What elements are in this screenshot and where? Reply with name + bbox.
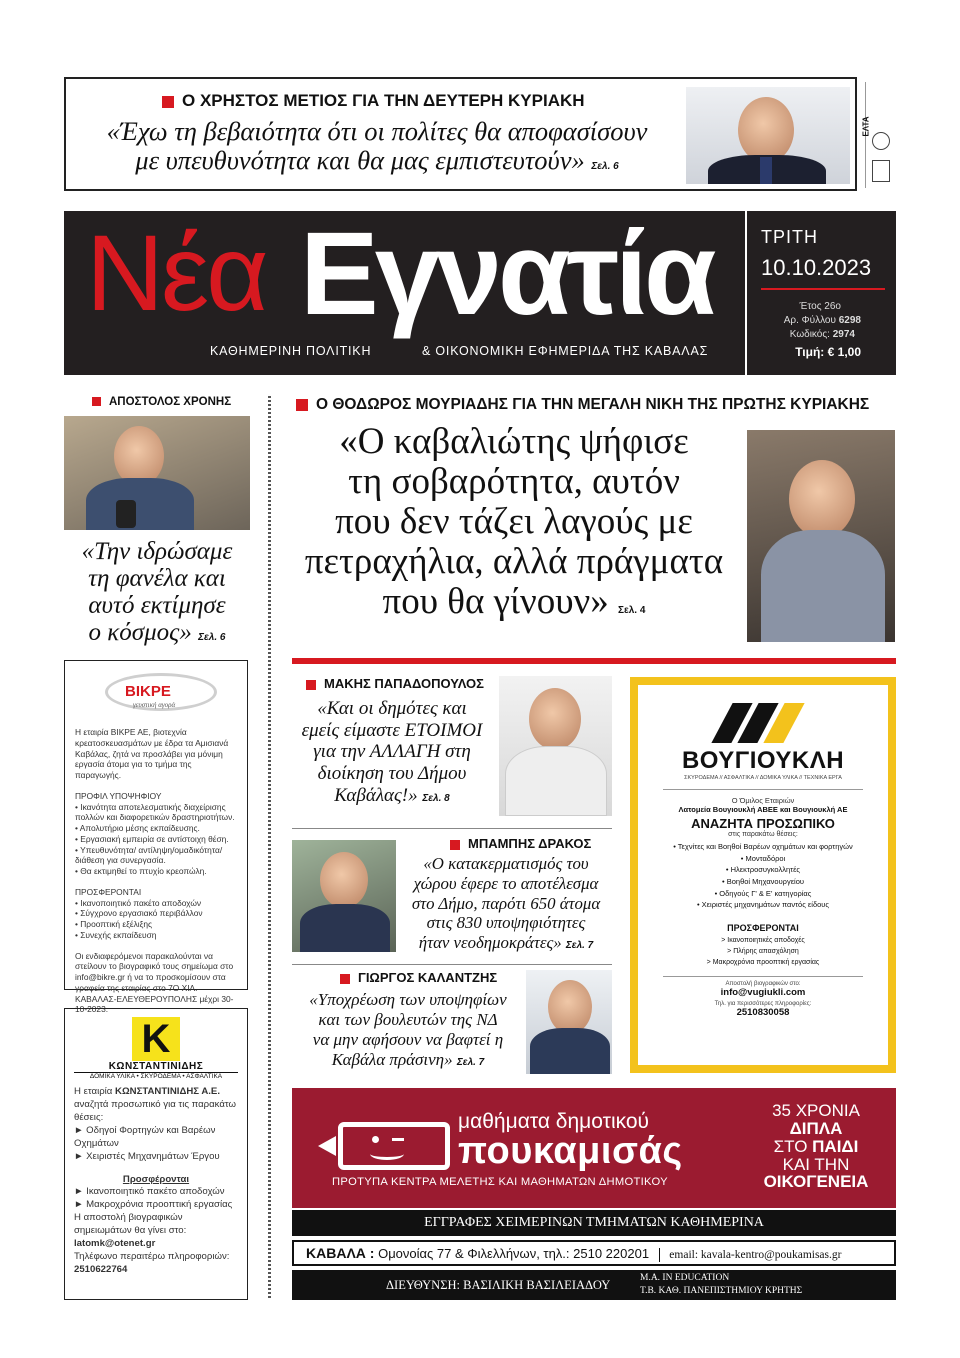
mouriadis-photo <box>747 430 895 642</box>
ad-poukamisas[interactable] <box>292 1088 896 1300</box>
pencil-face-icon <box>318 1114 452 1178</box>
poukamisas-brand: πουκαμισάς <box>458 1130 683 1172</box>
drakos-quote: «Ο κατακερματισμός του χώρου έφερε το αποτέλεσμα στο Δήμο, παρότι 650 άτομα στις 830 υποψηφιότητες ήταν νεοδημοκράτες» Σελ. 7 <box>411 854 601 953</box>
masthead <box>64 208 896 375</box>
date-underline <box>761 288 885 290</box>
divider <box>292 828 612 829</box>
vikre-closing: Οι ενδιαφερόμενοι παρακαλούνται να στείλουν το βιογραφικό τους σημείωμα στο info@bikre.gr ή να το προσκομίσουν στα γραφεία της εταιρίας στο 7Ο ΧΙΛ. ΚΑΒΑΛΑΣ-ΕΛΕΥΘΕΡΟΥΠΟΛΗΣ μέχρι 30-10-2023. <box>75 950 234 1015</box>
red-square-icon <box>306 680 316 690</box>
divider <box>292 964 612 965</box>
red-square-icon <box>450 840 460 850</box>
masthead-subtitle-left: ΚΑΘΗΜΕΡΙΝΗ ΠΟΛΙΤΙΚΗ <box>210 344 372 358</box>
top-story-box[interactable] <box>64 77 857 191</box>
red-square-icon <box>162 96 174 108</box>
poukamisas-tagline: ΠΡΟΤΥΠΑ ΚΕΝΤΡΑ ΜΕΛΕΤΗΣ ΚΑΙ ΜΑΘΗΜΑΤΩΝ ΔΗΜΟΤΙΚΟΥ <box>332 1176 668 1188</box>
masthead-issue: Αρ. Φύλλου 6298 <box>783 315 861 326</box>
poukamisas-line1: μαθήματα δημοτικού <box>458 1110 650 1133</box>
drakos-photo <box>292 840 396 952</box>
main-story-rule <box>292 658 896 664</box>
story-drakos[interactable] <box>292 836 612 960</box>
ad-vikre[interactable]: ΒΙΚΡΕ γευστική αγορά Η εταιρία ΒΙΚΡΕ ΑΕ, βιοτεχνία κρεατοσκευασμάτων με έδρα τα Αμισιανά Καβάλας, ζητά να προσλάβει για μόνιμη εργασία άτομα για το τμήμα της παραγωγής. ΠΡΟΦΙΛ ΥΠΟΨΗΦΙΟΥ • Ικανότητα αποτελεσματικής διαχείρισης πολλών και διαφορετικών δραστηριοτήτων. • Απολυτήριο μέσης εκπαίδευσης. • Εργασιακή εμπειρία σε αντίστοιχη θέση. • Υπευθυνότητα/ αντίληψη/ομαδικότητα/ διάθεση για συνεργασία. • Θα εκτιμηθεί το πτυχίο κρεοπώλη. ΠΡΟΣΦΕΡΟΝΤΑΙ • Ικανοποιητικό πακέτο αποδοχών • Σύγχρονο εργασιακό περιβάλλον • Προοπτική εξέλιξης • Συνεχής εκπαίδευση Οι ενδιαφερόμενοι παρακαλούνται να στείλουν το βιογραφικό τους σημείωμα στο info@bikre.gr ή να το προσκομίσουν στα γραφεία της εταιρίας στο 7Ο ΧΙΛ. ΚΑΒΑΛΑΣ-ΕΛΕΥΘΕΡΟΥΠΟΛΗΣ μέχρι 30-10-2023. <box>64 660 248 990</box>
vikre-logo: ΒΙΚΡΕ γευστική αγορά <box>75 667 237 719</box>
story-papadopoulos[interactable] <box>292 676 612 824</box>
masthead-subtitle-right: & ΟΙΚΟΝΟΜΙΚΗ ΕΦΗΜΕΡΙΔΑ ΤΗΣ ΚΑΒΑΛΑΣ <box>422 344 709 358</box>
elta-stamp: ΕΛΤΑ <box>865 82 895 188</box>
red-square-icon <box>92 397 101 406</box>
vougiouklis-logo-stripes <box>638 697 888 743</box>
vougiouklis-phone: 2510830058 <box>736 1007 790 1019</box>
masthead-divider <box>745 211 747 375</box>
main-story-kicker: Ο ΘΟΔΩΡΟΣ ΜΟΥΡΙΑΔΗΣ ΓΙΑ ΤΗΝ ΜΕΓΑΛΗ ΝΙΚΗ ΤΗΣ ΠΡΩΤΗΣ ΚΥΡΙΑΚΗΣ <box>292 396 896 414</box>
papadopoulos-photo <box>499 676 612 816</box>
masthead-day: ΤΡΙΤΗ <box>761 227 818 247</box>
masthead-year: Έτος 26ο <box>799 301 841 312</box>
konstantinidis-intro: Η εταιρία ΚΩΝΣΤΑΝΤΙΝΙΔΗΣ Α.Ε. αναζητά προσωπικό για τις παρακάτω θέσεις: <box>74 1086 237 1123</box>
konstantinidis-offers-title: Προσφέρονται <box>122 1173 190 1185</box>
left-story[interactable] <box>64 396 250 656</box>
masthead-date: 10.10.2023 <box>761 255 872 280</box>
vikre-offers-title: ΠΡΟΣΦΕΡΟΝΤΑΙ <box>75 886 142 897</box>
main-story[interactable] <box>292 396 896 654</box>
vougiouklis-name: ΒΟΥΓΙΟΥΚΛΗ <box>681 747 845 774</box>
kalantzis-photo <box>526 970 612 1074</box>
drakos-kicker: ΜΠΑΜΠΗΣ ΔΡΑΚΟΣ <box>450 836 591 851</box>
konstantinidis-logo: K ΚΩΝΣΤΑΝΤΙΝΙΔΗΣ ΔΟΜΙΚΑ ΥΛΙΚΑ • ΣΚΥΡΟΔΕΜΑ • ΑΣΦΑΛΤΙΚΑ <box>74 1017 238 1080</box>
ad-vougiouklis[interactable]: ΒΟΥΓΙΟΥΚΛΗ ΣΚΥΡΟΔΕΜΑ // ΑΣΦΑΛΤΙΚΑ // ΔΟΜΙΚΑ ΥΛΙΚΑ // ΤΕΧΝΙΚΑ ΕΡΓΑ Ο Όμιλος Εταιριών Λατομεία Βουγιουκλή ΑΒΕΕ και Βουγιουκλή ΑΕ ΑΝΑΖΗΤΑ ΠΡΟΣΩΠΙΚΟ στις παρακάτω θέσεις: • Τεχνίτες και Βοηθοί Βαρέων οχημάτων και φορτηγών • Μονταδόροι • Ηλεκτροσυγκολλητές • Βοηθοί Μηχανουργείου • Οδηγούς Γ' & Ε' κατηγορίας • Χειριστές μηχανημάτων παντός είδους ΠΡΟΣΦΕΡΟΝΤΑΙ > Ικανοποιητικές αποδοχές > Πλήρης απασχόληση > Μακροχρόνια προοπτική εργασίας Αποστολή βιογραφικών στο: info@vugiukli.com Τηλ. για περισσότερες πληροφορίες: 2510830058 <box>630 677 896 1073</box>
vougiouklis-headline: ΑΝΑΖΗΤΑ ΠΡΟΣΩΠΙΚΟ <box>691 816 835 831</box>
poukamisas-years: 35 ΧΡΟΝΙΑ ΔΙΠΛΑ ΣΤΟ ΠΑΙΔΙ ΚΑΙ ΤΗΝ ΟΙΚΟΓΕΝΕΙΑ <box>763 1101 869 1192</box>
poukamisas-address-bar: ΚΑΒΑΛΑ : Ομονοίας 77 & Φιλελλήνων, τηλ.: 2510 220201 email: kavala-kentro@poukamisas.gr <box>292 1240 896 1266</box>
papadopoulos-quote: «Και οι δημότες και εμείς είμαστε ΕΤΟΙΜΟΙ για την ΑΛΛΑΓΗ στη διοίκηση του Δήμου Καβάλας!» Σελ. 8 <box>301 698 483 806</box>
main-story-quote: «Ο καβαλιώτης ψήφισε τη σοβαρότητα, αυτόν που δεν τάζει λαγούς με πετραχήλια, αλλά πράγματα που θα γίνουν» Σελ. 4 <box>304 421 724 622</box>
masthead-price: Τιμή: € 1,00 <box>795 345 861 359</box>
top-story-quote: «Έχω τη βεβαιότητα ότι οι πολίτες θα αποφασίσουν με υπευθυνότητα και θα μας εμπιστευτούν» Σελ. 6 <box>106 116 648 175</box>
poukamisas-enroll-bar: ΕΓΓΡΑΦΕΣ ΧΕΙΜΕΡΙΝΩΝ ΤΜΗΜΑΤΩΝ ΚΑΘΗΜΕΡΙΝΑ <box>292 1210 896 1236</box>
vikre-intro: Η εταιρία ΒΙΚΡΕ ΑΕ, βιοτεχνία κρεατοσκευασμάτων με έδρα τα Αμισιανά Καβάλας, ζητά να προσλάβει για μόνιμη εργασία άτομα για το τμήμα της παραγωγής. <box>75 727 229 780</box>
column-divider <box>268 396 271 1300</box>
vougiouklis-email[interactable]: info@vugiukli.com <box>720 987 806 999</box>
poukamisas-banner <box>292 1088 896 1208</box>
ad-konstantinidis[interactable]: K ΚΩΝΣΤΑΝΤΙΝΙΔΗΣ ΔΟΜΙΚΑ ΥΛΙΚΑ • ΣΚΥΡΟΔΕΜΑ • ΑΣΦΑΛΤΙΚΑ Η εταιρία ΚΩΝΣΤΑΝΤΙΝΙΔΗΣ Α.Ε. αναζητά προσωπικό για τις παρακάτω θέσεις: ► Οδηγοί Φορτηγών και Βαρέων Οχημάτων ► Χειριστές Μηχανημάτων Έργου Προσφέρονται ► Ικανοποιητικό πακέτο αποδοχών ► Μακροχρόνια προοπτική εργασίας Η αποστολή βιογραφικών σημειωμάτων θα γίνει στο: latomk@otenet.gr Τηλέφωνο περαιτέρω πληροφοριών: 2510622764 <box>64 1008 248 1300</box>
poukamisas-director-bar: ΔΙΕΥΘΥΝΣΗ: ΒΑΣΙΛΙΚΗ ΒΑΣΙΛΕΙΑΔΟΥ M.A. IN EDUCATION Τ.Β. ΚΑΘ. ΠΑΝΕΠΙΣΤΗΜΙΟΥ ΚΡΗΤΗΣ <box>292 1270 896 1300</box>
vikre-profile-title: ΠΡΟΦΙΛ ΥΠΟΨΗΦΙΟΥ <box>75 790 162 801</box>
chronis-photo <box>64 416 250 530</box>
masthead-logo-red: Νέα <box>86 212 266 333</box>
masthead-logo-white: Εγνατία <box>300 208 713 340</box>
metios-photo <box>686 87 850 184</box>
top-story-kicker: Ο ΧΡΗΣΤΟΣ ΜΕΤΙΟΣ ΓΙΑ ΤΗΝ ΔΕΥΤΕΡΗ ΚΥΡΙΑΚΗ <box>162 91 585 111</box>
papadopoulos-kicker: ΜΑΚΗΣ ΠΑΠΑΔΟΠΟΥΛΟΣ <box>292 676 612 691</box>
kalantzis-quote: «Υποχρέωση των υποψηφίων και των βουλευτών της ΝΔ να μην αφήσουν να βαφτεί η Καβάλα πράσινη» Σελ. 7 <box>309 990 507 1070</box>
story-kalantzis[interactable] <box>292 970 612 1080</box>
left-story-kicker: ΑΠΟΣΤΟΛΟΣ ΧΡΟΝΗΣ <box>64 396 250 408</box>
red-square-icon <box>340 974 350 984</box>
red-square-icon <box>296 399 308 411</box>
masthead-code: Κωδικός: 2974 <box>789 329 855 340</box>
left-story-quote: «Την ιδρώσαμε τη φανέλα και αυτό εκτίμησε ο κόσμος» Σελ. 6 <box>81 538 233 646</box>
poukamisas-email[interactable]: email: kavala-kentro@poukamisas.gr <box>669 1249 842 1261</box>
kalantzis-kicker: ΓΙΩΡΓΟΣ ΚΑΛΑΝΤΖΗΣ <box>340 970 497 985</box>
